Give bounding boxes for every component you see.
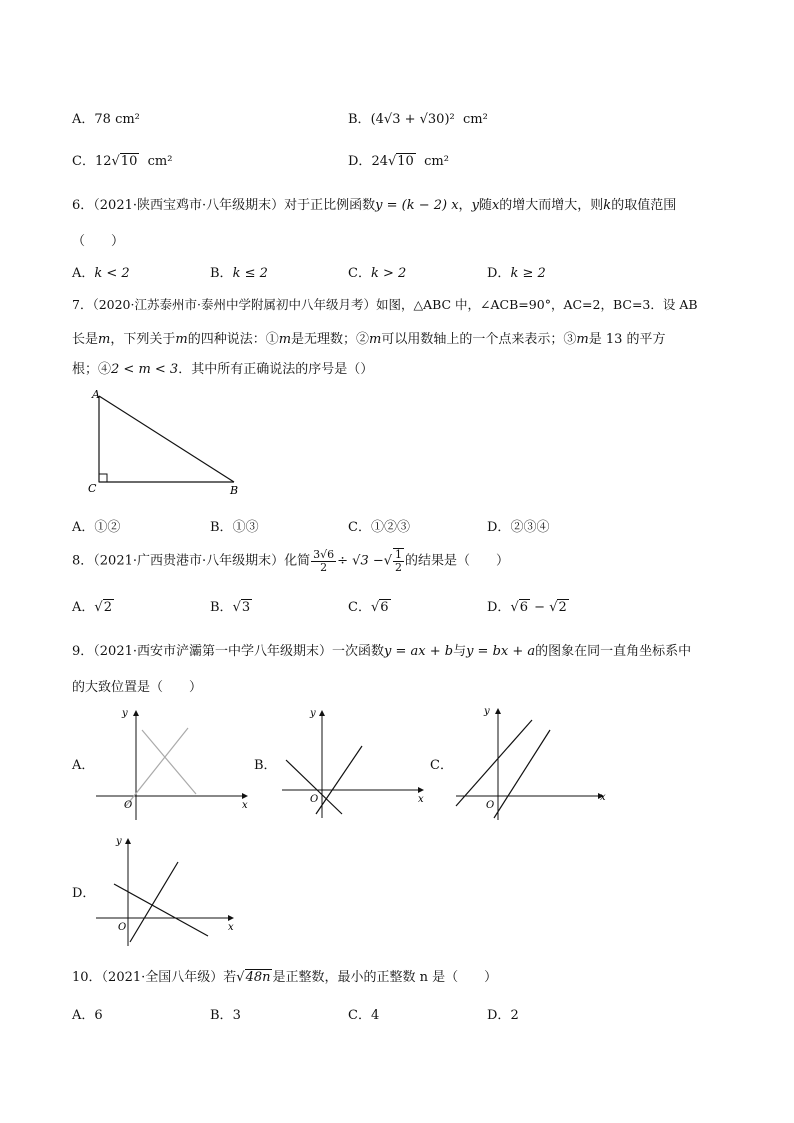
inequality: 2 < m < 3 [111, 362, 179, 377]
origin-label: O [486, 800, 495, 811]
option-label: D． [487, 1008, 511, 1023]
var-x: x [491, 198, 500, 213]
q5-option-b [348, 108, 488, 127]
option-unit: cm² [424, 154, 449, 169]
q6-option-c [348, 262, 406, 281]
q9-stem [72, 640, 691, 659]
option-label: C． [348, 266, 371, 281]
y-axis-arrow [125, 838, 131, 844]
radicand: 48n [245, 970, 271, 985]
q7-option-a [72, 516, 120, 535]
option-label: A． [72, 112, 95, 127]
option-expression: k > 2 [370, 266, 407, 281]
formula: y = (k − 2) x [375, 198, 459, 213]
option-text: 2 [510, 1008, 519, 1023]
radicand: 10 [120, 154, 138, 169]
origin-label: O [124, 800, 133, 811]
q10-option-d [487, 1004, 519, 1023]
option-text: 3 [232, 1008, 241, 1023]
q10-stem: 10．（2021·全国八年级）若√48n 是正整数，最小的正整数 n 是（ ） [72, 970, 498, 985]
stem-text: 10．（2021·全国八年级）若 [72, 970, 237, 985]
triangle-figure [84, 388, 254, 498]
stem-text: 是无理数；② [291, 332, 370, 347]
q6-option-d [487, 262, 546, 281]
q7-option-c [348, 516, 410, 535]
right-angle-mark [99, 474, 107, 482]
option-label: C． [348, 520, 371, 535]
stem-text: 是 13 的平方 [588, 332, 666, 347]
q10-option-c [348, 1004, 379, 1023]
radicand: 6 [519, 600, 529, 615]
option-expression: k ≤ 2 [232, 266, 268, 281]
q9-graph-c-label: C． [430, 758, 453, 773]
stem-text: 的四种说法：① [187, 332, 279, 347]
q7-line3 [72, 358, 373, 377]
option-unit: cm² [115, 112, 140, 127]
option-label: A． [72, 600, 95, 615]
stem-text: 与 [453, 644, 467, 659]
fraction [393, 548, 404, 574]
formula: y = ax + b [384, 644, 454, 659]
q9-graph-a [92, 702, 252, 822]
q7-line2 [72, 328, 666, 347]
option-label: D． [348, 154, 372, 169]
x-axis-label: x [600, 792, 606, 803]
q5-option-c: C．12√10 cm² [72, 154, 173, 169]
stem-text: 的增大而增大，则 [499, 198, 604, 213]
var-m: m [175, 332, 188, 347]
option-text: ①②③ [370, 520, 410, 535]
option-value: 24 [371, 154, 388, 169]
q6-paren: （ ） [72, 234, 125, 249]
option-label: D． [487, 600, 511, 615]
option-label: C． [348, 1008, 371, 1023]
stem-text: 的取值范围 [611, 198, 677, 213]
x-axis-arrow [418, 787, 424, 793]
q9-graph-a-label: A． [72, 758, 95, 773]
stem-text: 9．（2021·西安市浐灞第一中学八年级期末）一次函数 [72, 644, 384, 659]
option-expression: (4√3 + √30)² [370, 112, 455, 127]
x-axis-arrow [242, 793, 248, 799]
var-m: m [98, 332, 111, 347]
operator-text: ÷ √3 − [337, 553, 384, 569]
stem-text: ，下列关于 [110, 332, 176, 347]
y-axis-arrow [495, 708, 501, 714]
q8-stem: 8．（2021·广西贵港市·八年级期末）化简 $\frac{3√6}{2}$ ÷ √3 −√ $\frac{1}{2}$ 的结果是（ ） [72, 547, 510, 574]
line-2 [142, 730, 196, 794]
stem-text: 根；④ [72, 362, 112, 377]
option-value: 78 [94, 112, 111, 127]
stem-text: 长是 [72, 332, 99, 347]
stem-text: 是正整数，最小的正整数 n 是（ ） [272, 970, 498, 985]
numerator: 3√6 [313, 547, 335, 561]
line-2 [130, 862, 178, 942]
y-axis-label: y [116, 836, 122, 847]
q6-option-b [210, 262, 268, 281]
option-label: B． [210, 600, 233, 615]
radicand: 3 [241, 600, 251, 615]
x-axis-label: x [242, 800, 248, 811]
q8-option-b: B．√3 [210, 600, 251, 615]
q10-option-a [72, 1004, 103, 1023]
y-axis-label: y [122, 708, 128, 719]
option-expression: k ≥ 2 [510, 266, 546, 281]
q5-option-a [72, 108, 140, 127]
option-label: B． [348, 112, 371, 127]
radicand: 6 [380, 600, 389, 615]
q6-stem [72, 194, 676, 213]
option-label: B． [210, 1008, 233, 1023]
x-axis-label: x [418, 794, 424, 805]
q5-option-d: D．24√10 cm² [348, 154, 449, 169]
option-label: A． [72, 1008, 95, 1023]
x-axis-arrow [228, 915, 234, 921]
q10-option-b [210, 1004, 241, 1023]
stem-text: 随 [478, 198, 492, 213]
option-label: C． [72, 154, 95, 169]
option-text: 4 [370, 1008, 380, 1023]
origin-label: O [118, 922, 127, 933]
option-text: ①③ [232, 520, 259, 535]
side-ab [99, 396, 234, 482]
formula: y = bx + a [466, 644, 536, 659]
numerator: 1 [395, 548, 403, 561]
q9-graph-c [452, 700, 612, 824]
q7-line1: 7．（2020·江苏泰州市·泰州中学附属初中八年级月考）如图，△ABC 中，∠ACB=90°，AC=2，BC=3．设 AB [72, 297, 698, 312]
option-label: A． [72, 520, 95, 535]
stem-text: 6．（2021·陕西宝鸡市·八年级期末）对于正比例函数 [72, 198, 376, 213]
operator-text: − [530, 600, 550, 615]
q8-option-c: C．√6 [348, 600, 389, 615]
stem-text: 8．（2021·广西贵港市·八年级期末）化简 [72, 553, 311, 569]
stem-text: 的图象在同一直角坐标系中 [535, 644, 692, 659]
option-label: D． [487, 520, 511, 535]
var-m: m [278, 332, 292, 347]
q9-graph-d [92, 830, 242, 950]
option-label: B． [210, 520, 233, 535]
stem-text: 的结果是（ ） [405, 553, 510, 569]
q7-option-d [487, 516, 549, 535]
stem-text: ．其中所有正确说法的序号是（） [178, 362, 374, 377]
q9-graph-b [278, 702, 438, 822]
option-label: B． [210, 266, 233, 281]
stem-text: 可以用数轴上的一个点来表示；③ [381, 332, 577, 347]
q8-option-a: A．√2 [72, 600, 112, 615]
fraction [311, 549, 336, 574]
q6-option-a [72, 262, 130, 281]
y-axis-arrow [319, 710, 325, 716]
vertex-a-label: A [92, 388, 100, 401]
radicand: 10 [397, 154, 414, 169]
option-value: 12 [94, 154, 112, 169]
denominator: 2 [395, 561, 403, 574]
y-axis-label: y [310, 708, 316, 719]
q9-graph-d-label: D． [72, 886, 96, 901]
option-text: 6 [94, 1008, 103, 1023]
radicand: 2 [103, 600, 112, 615]
option-label: A． [72, 266, 95, 281]
line-2 [494, 730, 550, 818]
line-1 [456, 720, 532, 806]
q9-line2: 的大致位置是（ ） [72, 680, 203, 695]
option-text: ②③④ [510, 520, 550, 535]
var-k: k [603, 198, 612, 213]
option-label: C． [348, 600, 371, 615]
option-text: ①② [94, 520, 121, 535]
q7-option-b [210, 516, 259, 535]
radicand: 2 [558, 600, 567, 615]
y-axis-label: y [484, 706, 490, 717]
option-unit: cm² [463, 112, 488, 127]
line-2 [316, 746, 362, 814]
option-label: D． [487, 266, 511, 281]
option-unit: cm² [147, 154, 173, 169]
q8-option-d: D．√6 − √2 [487, 600, 567, 615]
var-m: m [369, 332, 382, 347]
denominator: 2 [320, 560, 328, 574]
x-axis-label: x [228, 922, 234, 933]
origin-label: O [310, 794, 319, 805]
option-expression: k < 2 [94, 266, 130, 281]
vertex-b-label: B [230, 484, 239, 497]
q9-graph-b-label: B． [254, 758, 277, 773]
var-y: y [471, 198, 479, 213]
vertex-c-label: C [88, 482, 97, 495]
var-m: m [576, 332, 589, 347]
y-axis-arrow [133, 710, 139, 716]
stem-text: ， [458, 198, 472, 213]
line-1 [126, 728, 188, 806]
